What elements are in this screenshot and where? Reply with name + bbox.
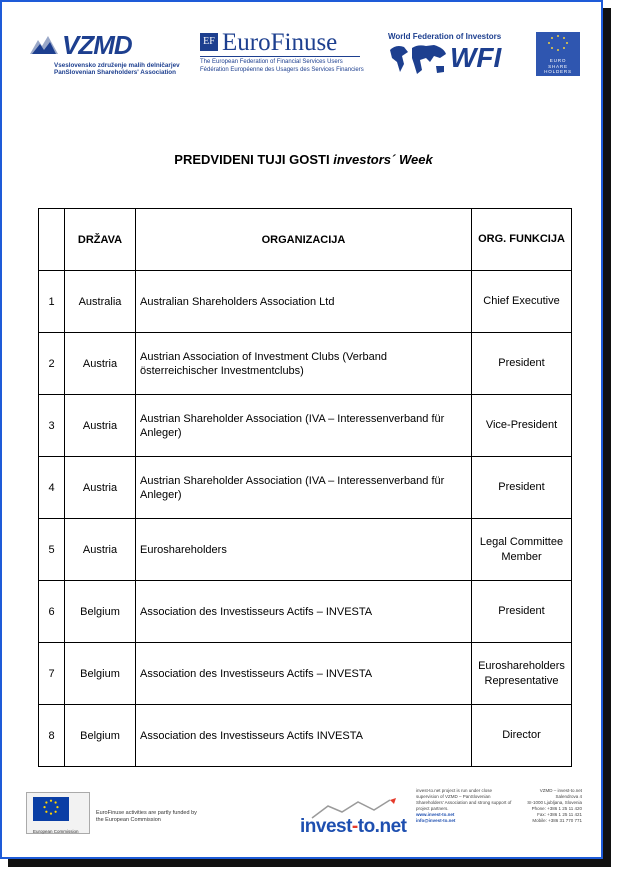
header-function: ORG. FUNKCIJA [472,209,572,271]
table-row [39,581,572,643]
itn-part-c: to.net [357,816,407,837]
eu-logo [26,792,90,834]
cell-function: Director [472,705,572,767]
cell-country: Austria [65,395,136,457]
stars-icon [536,32,580,58]
eu-funding-text: EuroFinuse activities are partly funded by the European Commission [96,810,197,823]
cell-function: Chief Executive [472,271,572,333]
cell-num: 1 [39,271,65,333]
cell-organization: Austrian Shareholder Association (IVA – Interessenverband für Anleger) [136,395,472,457]
ef-divider [200,56,360,57]
contact-line: SI-1000 Ljubljana, Slovenia [527,800,582,805]
contact-line: Salendrova 4 [555,794,582,799]
wfi-top-text: World Federation of Investors [388,32,502,41]
contact-line: Phone: +386 1 25 11 420 [531,806,582,811]
cell-organization: Austrian Association of Investment Clubs (Verband österreichischer Investmentclubs) [136,333,472,395]
cell-organization: Australian Shareholders Association Ltd [136,271,472,333]
cell-organization: Association des Investisseurs Actifs INVESTA [136,705,472,767]
eu-flag-icon [33,797,69,821]
cell-organization: Euroshareholders [136,519,472,581]
eso-text [536,58,580,75]
table-row [39,519,572,581]
euroshareholders-logo [536,32,580,76]
ef-subtitle [200,58,364,74]
footer [26,788,586,838]
cell-function: President [472,581,572,643]
cell-country: Austria [65,519,136,581]
contact-line: VZMD – invest-to.net [539,788,582,793]
itn-dash: - [351,816,358,837]
contact-line: Mobile: +386 31 770 771 [532,818,582,823]
guests-table [38,208,572,767]
cell-country: Australia [65,271,136,333]
cell-function: Euroshareholders Representative [472,643,572,705]
cell-organization: Association des Investisseurs Actifs – INVESTA [136,581,472,643]
table-row [39,395,572,457]
ef-sub2: Fédération Européenne des Usagers des Services Financiers [200,67,364,73]
wfi-logo [388,32,500,80]
footer-website-link[interactable]: www.invest-to.net [416,812,455,817]
cell-num: 6 [39,581,65,643]
footer-project-info [416,788,516,824]
eso-line1: EURO [549,58,567,63]
vzmd-sub1: Vseslovensko združenje malih delničarjev [54,62,180,69]
ef-box-icon: EF [200,33,218,51]
cell-num: 3 [39,395,65,457]
cell-num: 8 [39,705,65,767]
footer-project-text: invest-to.net project is run under close supervision of VZMD – PanSlovenian Shareholders' Association and strong support of project partners. [416,788,512,811]
vzmd-subtitle [54,62,180,76]
table-row [39,333,572,395]
eu-caption: European Commission [33,829,79,834]
title-main: PREDVIDENI TUJI GOSTI [174,152,334,167]
cell-function: Legal Committee Member [472,519,572,581]
wfi-name: WFI [450,42,502,73]
cell-organization: Austrian Shareholder Association (IVA – Interessenverband für Anleger) [136,457,472,519]
table-row [39,705,572,767]
ef-sub1: The European Federation of Financial Services Users [200,59,343,65]
cell-num: 2 [39,333,65,395]
cell-num: 5 [39,519,65,581]
eso-line2: SHARE [548,63,568,69]
cell-country: Belgium [65,643,136,705]
ef-name: EuroFinuse [222,29,338,56]
contact-line: Fax: +386 1 25 11 421 [537,812,582,817]
table-row [39,271,572,333]
cell-organization: Association des Investisseurs Actifs – INVESTA [136,643,472,705]
itn-part-a: invest [300,816,352,837]
header-organization: ORGANIZACIJA [136,209,472,271]
document-title [2,152,605,167]
table-row [39,457,572,519]
cell-country: Belgium [65,581,136,643]
table-header-row [39,209,572,271]
cell-function: President [472,457,572,519]
invest-to-net-name [300,816,406,838]
world-map-icon [388,42,448,78]
table-row [39,643,572,705]
vzmd-mark-icon [28,32,62,60]
vzmd-name: VZMD [62,30,132,60]
header-num [39,209,65,271]
eurofinuse-logo [200,31,365,81]
footer-contact [522,788,582,824]
footer-email-link[interactable]: info@invest-to.net [416,818,456,823]
cell-country: Austria [65,457,136,519]
cell-country: Austria [65,333,136,395]
cell-function: Vice-President [472,395,572,457]
cell-country: Belgium [65,705,136,767]
header-country: DRŽAVA [65,209,136,271]
cell-num: 4 [39,457,65,519]
title-italic: investors´ Week [333,152,433,167]
cell-function: President [472,333,572,395]
cell-num: 7 [39,643,65,705]
vzmd-logo [28,30,178,74]
eso-line3: HOLDERS [544,69,572,74]
vzmd-sub2: PanSlovenian Shareholders' Association [54,69,176,76]
